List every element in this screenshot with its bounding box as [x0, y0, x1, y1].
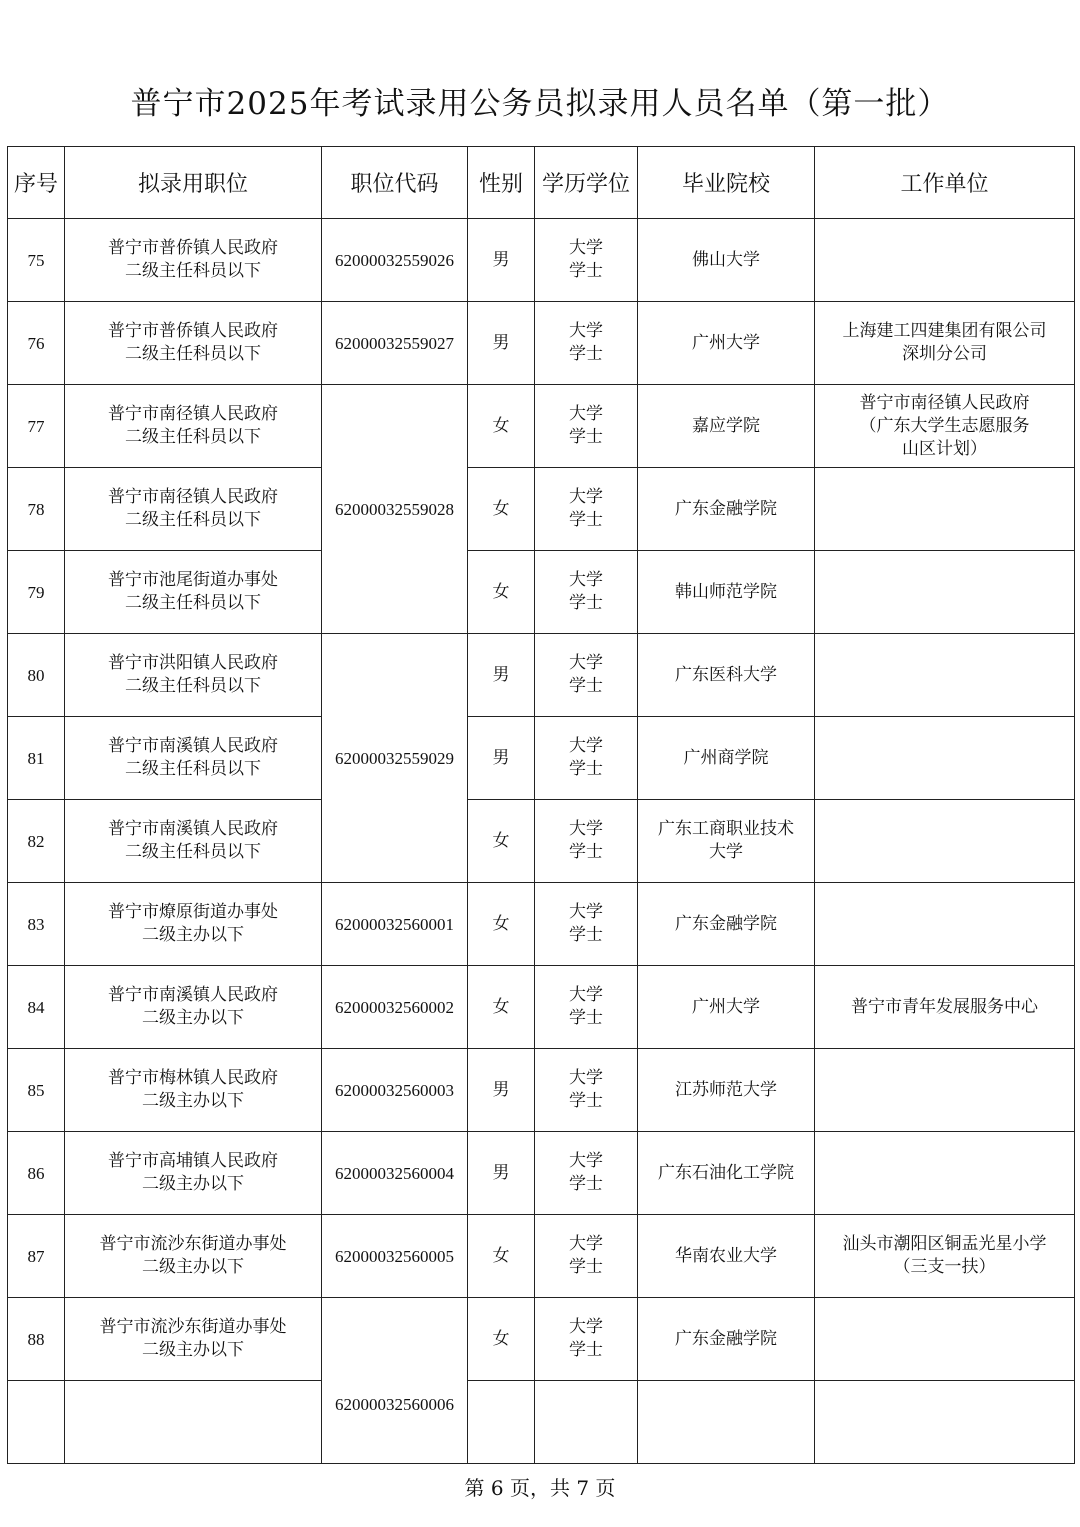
row-education — [535, 634, 638, 717]
table-row — [8, 1132, 1075, 1215]
row-school — [638, 717, 815, 800]
row-number — [8, 551, 65, 634]
row-position-text: 二级主任科员以下 — [125, 344, 261, 364]
row-position-text: 普宁市南径镇人民政府 — [108, 487, 278, 507]
table-row — [8, 219, 1075, 302]
row-code-text: 62000032559026 — [335, 250, 454, 270]
row-code — [322, 1049, 468, 1132]
row-work-unit — [815, 717, 1075, 800]
row-education — [535, 717, 638, 800]
row-education — [535, 1298, 638, 1381]
row-number-text: 81 — [27, 748, 45, 768]
row-number — [8, 966, 65, 1049]
row-gender-text: 男 — [492, 747, 510, 768]
row-number — [8, 1298, 65, 1381]
row-position-text: 普宁市流沙东街道办事处 — [99, 1234, 287, 1254]
row-work-unit — [815, 302, 1075, 385]
row-code-text: 62000032559028 — [335, 499, 454, 519]
row-school-text: 广东金融学院 — [675, 1328, 777, 1349]
row-school — [638, 302, 815, 385]
row-gender — [468, 1132, 535, 1215]
row-position-text: 普宁市南溪镇人民政府 — [108, 736, 278, 756]
row-code — [322, 1132, 468, 1215]
row-number-text: 84 — [27, 997, 45, 1017]
row-work-unit-text: 汕头市潮阳区铜盂光星小学 — [842, 1234, 1047, 1254]
row-position-text: 普宁市梅林镇人民政府 — [108, 1068, 278, 1088]
row-school — [638, 883, 815, 966]
row-position-text: 普宁市流沙东街道办事处 — [99, 1317, 287, 1337]
row-gender-text: 男 — [492, 664, 510, 685]
row-work-unit — [815, 1049, 1075, 1132]
row-education-text: 大学 — [569, 902, 603, 922]
row-position-text: 普宁市池尾街道办事处 — [108, 570, 278, 590]
row-gender — [468, 219, 535, 302]
row-position-text: 二级主任科员以下 — [125, 759, 261, 779]
row-education-text: 学士 — [569, 1008, 603, 1028]
row-education — [535, 302, 638, 385]
row-education-text: 大学 — [569, 1068, 603, 1088]
row-education-text: 大学 — [569, 1234, 603, 1254]
row-gender-text: 男 — [492, 1079, 510, 1100]
row-gender — [468, 385, 535, 468]
table-row — [8, 966, 1075, 1049]
row-code-text: 62000032559027 — [335, 333, 454, 353]
row-school — [638, 1215, 815, 1298]
row-code-text: 62000032560002 — [335, 997, 454, 1017]
row-gender-text: 男 — [492, 332, 510, 353]
row-school-text: 大学 — [709, 842, 743, 862]
row-number — [8, 717, 65, 800]
header-no: 序号 — [8, 147, 65, 219]
row-school-text: 广州大学 — [692, 996, 760, 1017]
row-number — [8, 1132, 65, 1215]
row-work-unit-text: 普宁市青年发展服务中心 — [851, 996, 1038, 1017]
row-education — [535, 219, 638, 302]
row-gender-text: 女 — [492, 1245, 510, 1266]
row-gender — [468, 1049, 535, 1132]
row-school-text: 江苏师范大学 — [675, 1079, 777, 1100]
row-gender — [468, 717, 535, 800]
row-work-unit-text: 山区计划） — [902, 438, 987, 459]
row-education-text: 学士 — [569, 1091, 603, 1111]
row-position-text: 普宁市普侨镇人民政府 — [108, 238, 278, 258]
row-position-text: 二级主办以下 — [142, 1257, 244, 1277]
row-number — [8, 468, 65, 551]
empty-cell — [468, 1381, 535, 1464]
row-school-text: 广州商学院 — [683, 747, 769, 768]
header-education: 学历学位 — [535, 147, 638, 219]
row-number — [8, 634, 65, 717]
row-position-text: 普宁市南溪镇人民政府 — [108, 819, 278, 839]
row-gender-text: 女 — [492, 1328, 510, 1349]
header-gender: 性别 — [468, 147, 535, 219]
row-number-text: 79 — [27, 582, 45, 602]
row-number — [8, 219, 65, 302]
row-number-text: 76 — [27, 333, 45, 353]
row-number-text: 88 — [27, 1329, 45, 1349]
row-work-unit-text: （广东大学生志愿服务 — [859, 415, 1030, 436]
row-position-text: 二级主任科员以下 — [125, 676, 261, 696]
row-education — [535, 966, 638, 1049]
row-work-unit — [815, 634, 1075, 717]
row-school-text: 华南农业大学 — [675, 1245, 777, 1266]
table-row — [8, 883, 1075, 966]
header-school: 毕业院校 — [638, 147, 815, 219]
row-education-text: 大学 — [569, 570, 603, 590]
row-number — [8, 1215, 65, 1298]
row-education-text: 学士 — [569, 925, 603, 945]
row-education-text: 学士 — [569, 261, 603, 281]
row-code — [322, 219, 468, 302]
row-position-text: 普宁市燎原街道办事处 — [108, 902, 278, 922]
row-position — [65, 219, 322, 302]
row-code — [322, 302, 468, 385]
row-education-text: 大学 — [569, 985, 603, 1005]
row-code — [322, 385, 468, 634]
row-education — [535, 385, 638, 468]
row-school — [638, 1049, 815, 1132]
row-gender — [468, 1298, 535, 1381]
candidate-table — [7, 146, 1075, 1464]
row-school — [638, 1132, 815, 1215]
table-row — [8, 717, 1075, 800]
row-number — [8, 385, 65, 468]
row-work-unit — [815, 883, 1075, 966]
row-gender-text: 女 — [492, 913, 510, 934]
row-work-unit-text: （三支一扶） — [893, 1257, 996, 1277]
empty-cell — [8, 1381, 65, 1464]
row-education-text: 大学 — [569, 404, 603, 424]
row-work-unit — [815, 966, 1075, 1049]
row-education-text: 学士 — [569, 593, 603, 613]
table-row — [8, 800, 1075, 883]
row-position — [65, 468, 322, 551]
row-gender-text: 女 — [492, 830, 510, 851]
row-number — [8, 1049, 65, 1132]
table-row-continued — [8, 1381, 1075, 1464]
row-work-unit — [815, 800, 1075, 883]
row-position — [65, 1215, 322, 1298]
row-position — [65, 1132, 322, 1215]
table-row — [8, 385, 1075, 468]
row-education — [535, 1049, 638, 1132]
row-position — [65, 551, 322, 634]
row-school-text: 广州大学 — [692, 332, 760, 353]
row-education — [535, 1215, 638, 1298]
row-position-text: 二级主办以下 — [142, 1340, 244, 1360]
row-school — [638, 800, 815, 883]
row-position-text: 二级主任科员以下 — [125, 593, 261, 613]
row-position — [65, 1298, 322, 1381]
row-education-text: 大学 — [569, 736, 603, 756]
row-position — [65, 883, 322, 966]
row-education — [535, 468, 638, 551]
empty-cell — [815, 1381, 1075, 1464]
row-code-text: 62000032560004 — [335, 1163, 454, 1183]
row-position — [65, 634, 322, 717]
row-education — [535, 1132, 638, 1215]
page-footer: 第 6 页，共 7 页 — [464, 1476, 616, 1500]
row-gender — [468, 883, 535, 966]
row-position-text: 二级主办以下 — [142, 1091, 244, 1111]
header-row — [8, 147, 1075, 219]
row-education-text: 学士 — [569, 510, 603, 530]
row-education-text: 大学 — [569, 1151, 603, 1171]
row-position-text: 二级主任科员以下 — [125, 510, 261, 530]
row-code — [322, 634, 468, 883]
header-code: 职位代码 — [322, 147, 468, 219]
row-school-text: 广东金融学院 — [675, 913, 777, 934]
table-row — [8, 634, 1075, 717]
row-position — [65, 966, 322, 1049]
row-position — [65, 800, 322, 883]
row-code — [322, 1215, 468, 1298]
row-position-text: 二级主办以下 — [142, 1174, 244, 1194]
row-education-text: 大学 — [569, 819, 603, 839]
row-position-text: 普宁市洪阳镇人民政府 — [108, 653, 278, 673]
row-gender — [468, 551, 535, 634]
row-education-text: 学士 — [569, 759, 603, 779]
empty-cell — [65, 1381, 322, 1464]
row-gender-text: 男 — [492, 249, 510, 270]
row-education-text: 大学 — [569, 653, 603, 673]
row-position-text: 普宁市南径镇人民政府 — [108, 404, 278, 424]
row-school — [638, 468, 815, 551]
row-gender-text: 女 — [492, 498, 510, 519]
row-number-text: 82 — [27, 831, 45, 851]
table-row — [8, 551, 1075, 634]
row-code-text: 62000032560006 — [335, 1395, 454, 1414]
row-gender-text: 女 — [492, 996, 510, 1017]
row-education-text: 学士 — [569, 1174, 603, 1194]
row-education-text: 学士 — [569, 1257, 603, 1277]
empty-cell — [535, 1381, 638, 1464]
row-position-text: 普宁市普侨镇人民政府 — [108, 321, 278, 341]
row-gender-text: 男 — [492, 1162, 510, 1183]
row-education-text: 大学 — [569, 1317, 603, 1337]
table-row — [8, 1215, 1075, 1298]
table-row — [8, 1298, 1075, 1381]
row-education-text: 大学 — [569, 321, 603, 341]
row-number — [8, 883, 65, 966]
row-code — [322, 966, 468, 1049]
row-position-text: 二级主任科员以下 — [125, 261, 261, 281]
row-school-text: 嘉应学院 — [692, 415, 760, 436]
row-education-text: 学士 — [569, 676, 603, 696]
row-code-text: 62000032560001 — [335, 914, 454, 934]
row-position-text: 二级主任科员以下 — [125, 842, 261, 862]
row-position-text: 二级主任科员以下 — [125, 427, 261, 447]
row-code-text: 62000032560005 — [335, 1246, 454, 1266]
row-gender — [468, 302, 535, 385]
row-position — [65, 385, 322, 468]
row-school-text: 广东石油化工学院 — [658, 1162, 794, 1183]
row-work-unit-text: 深圳分公司 — [902, 344, 987, 364]
row-school — [638, 966, 815, 1049]
row-gender-text: 女 — [492, 581, 510, 602]
row-education — [535, 800, 638, 883]
row-education-text: 学士 — [569, 842, 603, 862]
row-gender-text: 女 — [492, 415, 510, 436]
table-row — [8, 302, 1075, 385]
row-gender — [468, 468, 535, 551]
row-work-unit — [815, 1132, 1075, 1215]
header-work-unit: 工作单位 — [815, 147, 1075, 219]
row-number-text: 86 — [27, 1163, 45, 1183]
row-education-text: 学士 — [569, 427, 603, 447]
row-number-text: 85 — [27, 1080, 45, 1100]
row-school — [638, 634, 815, 717]
row-work-unit-text: 上海建工四建集团有限公司 — [842, 321, 1047, 341]
row-education — [535, 551, 638, 634]
row-position-text: 普宁市南溪镇人民政府 — [108, 985, 278, 1005]
row-code-text: 62000032560003 — [335, 1080, 454, 1100]
row-work-unit — [815, 1215, 1075, 1298]
header-position: 拟录用职位 — [65, 147, 322, 219]
row-school-text: 广东工商职业技术 — [658, 819, 794, 839]
row-number — [8, 800, 65, 883]
row-code-text: 62000032559029 — [335, 748, 454, 768]
row-education-text: 学士 — [569, 1340, 603, 1360]
row-number — [8, 302, 65, 385]
row-work-unit — [815, 385, 1075, 468]
table-row — [8, 468, 1075, 551]
table-row — [8, 1049, 1075, 1132]
row-school — [638, 219, 815, 302]
row-work-unit — [815, 1298, 1075, 1381]
row-education-text: 大学 — [569, 238, 603, 258]
row-position-text: 普宁市高埔镇人民政府 — [108, 1151, 278, 1171]
row-school — [638, 385, 815, 468]
row-gender — [468, 634, 535, 717]
row-position — [65, 717, 322, 800]
row-gender — [468, 800, 535, 883]
row-gender — [468, 966, 535, 1049]
row-gender — [468, 1215, 535, 1298]
row-school-text: 广东医科大学 — [675, 664, 777, 685]
empty-cell — [638, 1381, 815, 1464]
row-number-text: 75 — [27, 250, 45, 270]
row-position — [65, 302, 322, 385]
row-school — [638, 1298, 815, 1381]
row-school — [638, 551, 815, 634]
row-school-text: 韩山师范学院 — [675, 581, 777, 602]
row-position-text: 二级主办以下 — [142, 1008, 244, 1028]
row-education-text: 大学 — [569, 487, 603, 507]
row-number-text: 77 — [27, 416, 45, 436]
row-work-unit — [815, 468, 1075, 551]
row-education-text: 学士 — [569, 344, 603, 364]
row-education — [535, 883, 638, 966]
row-school-text: 佛山大学 — [692, 249, 760, 270]
row-school-text: 广东金融学院 — [675, 498, 777, 519]
row-number-text: 80 — [27, 665, 45, 685]
row-work-unit-text: 普宁市南径镇人民政府 — [859, 392, 1030, 413]
row-work-unit — [815, 219, 1075, 302]
row-number-text: 83 — [27, 914, 45, 934]
row-number-text: 78 — [27, 499, 45, 519]
row-number-text: 87 — [27, 1246, 45, 1266]
row-work-unit — [815, 551, 1075, 634]
row-code — [322, 1298, 468, 1464]
page-title: 普宁市2025年考试录用公务员拟录用人员名单（第一批） — [130, 86, 950, 122]
row-position — [65, 1049, 322, 1132]
row-position-text: 二级主办以下 — [142, 925, 244, 945]
row-code — [322, 883, 468, 966]
table-viewport — [7, 146, 1074, 1414]
